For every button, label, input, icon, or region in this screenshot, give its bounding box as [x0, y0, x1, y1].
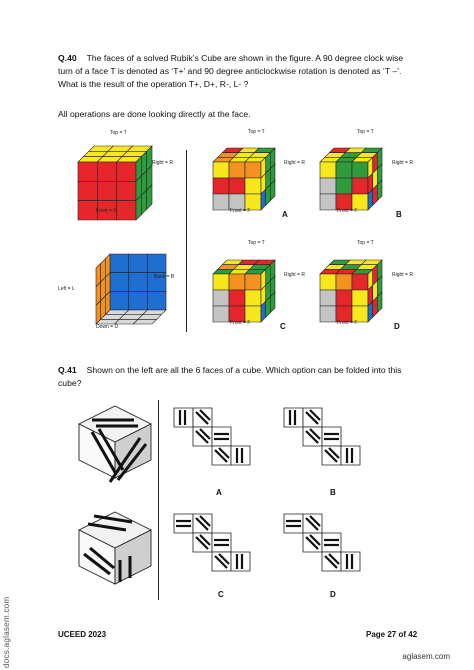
label-front-b: Front = F: [337, 208, 358, 214]
label-top-d: Top = T: [357, 240, 374, 246]
option-c-cube: [213, 260, 275, 322]
net-option-b: [284, 408, 360, 465]
label-front-d: Front = F: [337, 320, 358, 326]
label-right-b: Right = R: [392, 160, 413, 166]
net-option-a: [174, 408, 250, 465]
q41-line1: Shown on the left are all the 6 faces of a cube. Which option can be folded into this: [86, 365, 402, 375]
q41-option-c[interactable]: C: [218, 590, 224, 599]
q40-option-a[interactable]: A: [282, 210, 288, 219]
q40-note: All operations are done looking directly at the face.: [58, 109, 251, 119]
label-front-a: Front = F: [230, 208, 251, 214]
q40-option-d[interactable]: D: [394, 322, 400, 331]
q40-line3: What is the result of the operation T+, D+, R-, L- ?: [58, 79, 249, 90]
q41-line2: cube?: [58, 378, 82, 389]
label-down: Down = D: [96, 324, 119, 330]
q41-figure: [70, 398, 410, 604]
q40-figure: [50, 124, 410, 342]
label-top-c: Top = T: [248, 240, 265, 246]
q41-number: Q.41: [58, 365, 77, 375]
option-b-cube: [320, 148, 382, 210]
q41-cube-bottom: [79, 512, 151, 584]
label-top-b: Top = T: [357, 129, 374, 135]
q41-option-a[interactable]: A: [216, 488, 222, 497]
label-right-d: Right = R: [392, 272, 413, 278]
q41-option-d[interactable]: D: [330, 590, 336, 599]
side-watermark: docs.aglasem.com: [2, 596, 11, 668]
q40-number: Q.40: [58, 53, 77, 63]
q41-question: [58, 364, 418, 390]
net-option-c: [174, 514, 250, 571]
label-left: Left = L: [58, 286, 75, 292]
footer-page: Page 27 of 42: [366, 630, 418, 639]
label-front-solved: Front = F: [96, 208, 117, 214]
option-d-cube: [320, 260, 382, 322]
option-a-cube: [213, 148, 275, 210]
q40-option-c[interactable]: C: [280, 322, 286, 331]
q40-divider: [186, 150, 187, 332]
q41-cube-top: [79, 406, 151, 482]
net-option-d: [284, 514, 360, 571]
q40-question: [58, 52, 418, 92]
label-front-c: Front = F: [230, 320, 251, 326]
q41-divider: [158, 400, 159, 600]
solved-cube-back-view: [96, 254, 166, 324]
q40-line1: The faces of a solved Rubik’s Cube are shown in the figure. A 90 degree clock wise: [86, 53, 404, 63]
footer-brand: aglasem.com: [402, 652, 450, 661]
label-top-a: Top = T: [248, 129, 265, 135]
label-back: Back = B: [154, 274, 175, 280]
label-right-c: Right = R: [284, 272, 305, 278]
label-top-solved: Top = T: [110, 130, 127, 136]
q40-line2: turn of a face T is denoted as ‘T+’ and 90 degree anticlockwise rotation is denoted as ‘T –’.: [58, 66, 402, 77]
label-right-a: Right = R: [284, 160, 305, 166]
q40-option-b[interactable]: B: [396, 210, 402, 219]
q41-option-b[interactable]: B: [330, 488, 336, 497]
footer-exam: UCEED 2023: [58, 630, 107, 639]
label-right-solved: Right = R: [152, 160, 173, 166]
